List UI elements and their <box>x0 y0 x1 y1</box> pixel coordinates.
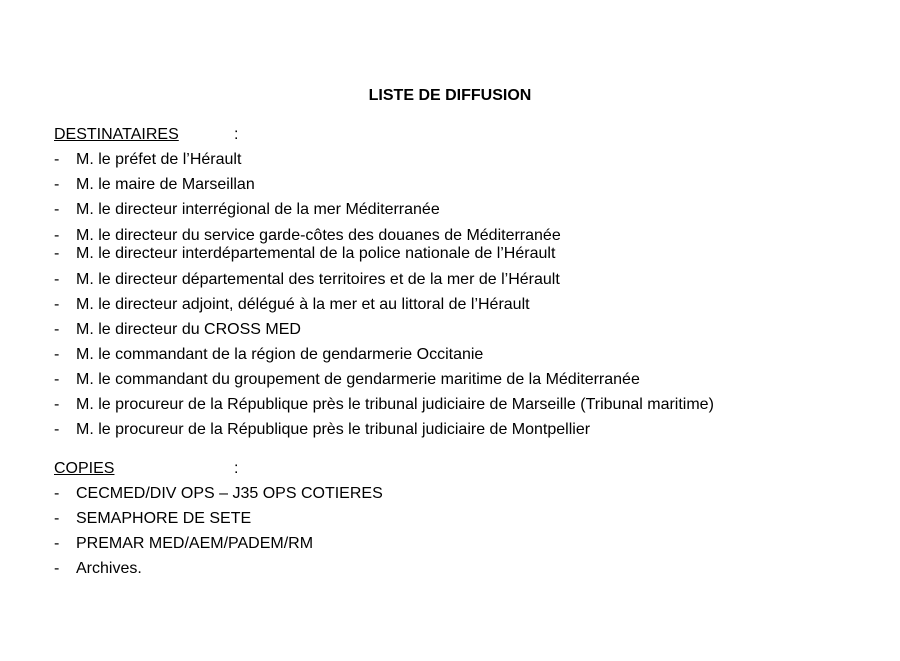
list-item <box>54 244 555 264</box>
list-item <box>54 370 640 390</box>
list-bullet: - <box>54 201 60 218</box>
list-item <box>54 395 714 415</box>
list-item-text: M. le commandant de la région de gendarmerie Occitanie <box>76 346 484 363</box>
list-item-text: M. le procureur de la République près le tribunal judiciaire de Montpellier <box>76 421 591 438</box>
list-bullet: - <box>54 296 60 313</box>
list-item <box>54 509 251 529</box>
list-item-text: M. le directeur du CROSS MED <box>76 321 301 338</box>
list-bullet: - <box>54 151 60 168</box>
list-item-text: M. le directeur départemental des territoires et de la mer de l’Hérault <box>76 271 560 288</box>
list-item-text: M. le procureur de la République près le tribunal judiciaire de Marseille (Tribunal maritime) <box>76 396 714 413</box>
list-bullet: - <box>54 371 60 388</box>
list-item <box>54 345 483 365</box>
list-item-text: M. le directeur adjoint, délégué à la mer et au littoral de l’Hérault <box>76 296 530 313</box>
list-item <box>54 534 313 554</box>
list-bullet: - <box>54 245 60 262</box>
list-bullet: - <box>54 176 60 193</box>
list-bullet: - <box>54 510 60 527</box>
list-bullet: - <box>54 535 60 552</box>
list-item-text: M. le directeur interrégional de la mer Méditerranée <box>76 201 440 218</box>
list-item-text: Archives. <box>76 560 142 577</box>
copies-heading <box>54 459 239 479</box>
list-bullet: - <box>54 421 60 438</box>
destinataires-colon: : <box>234 126 239 143</box>
list-item-text: PREMAR MED/AEM/PADEM/RM <box>76 535 314 552</box>
list-bullet: - <box>54 227 60 244</box>
list-item <box>54 226 561 246</box>
list-item <box>54 200 440 220</box>
list-item <box>54 484 383 504</box>
destinataires-heading <box>54 125 239 145</box>
list-bullet: - <box>54 271 60 288</box>
list-item <box>54 559 142 579</box>
list-item-text: M. le directeur interdépartemental de la police nationale de l’Hérault <box>76 245 556 262</box>
list-item <box>54 270 560 290</box>
list-item-text: CECMED/DIV OPS – J35 OPS COTIERES <box>76 485 383 502</box>
list-bullet: - <box>54 396 60 413</box>
list-bullet: - <box>54 346 60 363</box>
list-bullet: - <box>54 321 60 338</box>
document-title: LISTE DE DIFFUSION <box>368 87 532 104</box>
copies-label: COPIES <box>54 460 115 477</box>
list-item <box>54 175 255 195</box>
list-bullet: - <box>54 560 60 577</box>
list-item <box>54 295 530 315</box>
list-item-text: M. le préfet de l’Hérault <box>76 151 242 168</box>
list-item-text: SEMAPHORE DE SETE <box>76 510 252 527</box>
list-item-text: M. le directeur du service garde-côtes des douanes de Méditerranée <box>76 227 561 244</box>
list-bullet: - <box>54 485 60 502</box>
list-item <box>54 420 590 440</box>
list-item <box>54 150 241 170</box>
list-item <box>54 320 301 340</box>
list-item-text: M. le maire de Marseillan <box>76 176 255 193</box>
list-item-text: M. le commandant du groupement de gendarmerie maritime de la Méditerranée <box>76 371 640 388</box>
destinataires-label: DESTINATAIRES <box>54 126 179 143</box>
copies-colon: : <box>234 460 239 477</box>
